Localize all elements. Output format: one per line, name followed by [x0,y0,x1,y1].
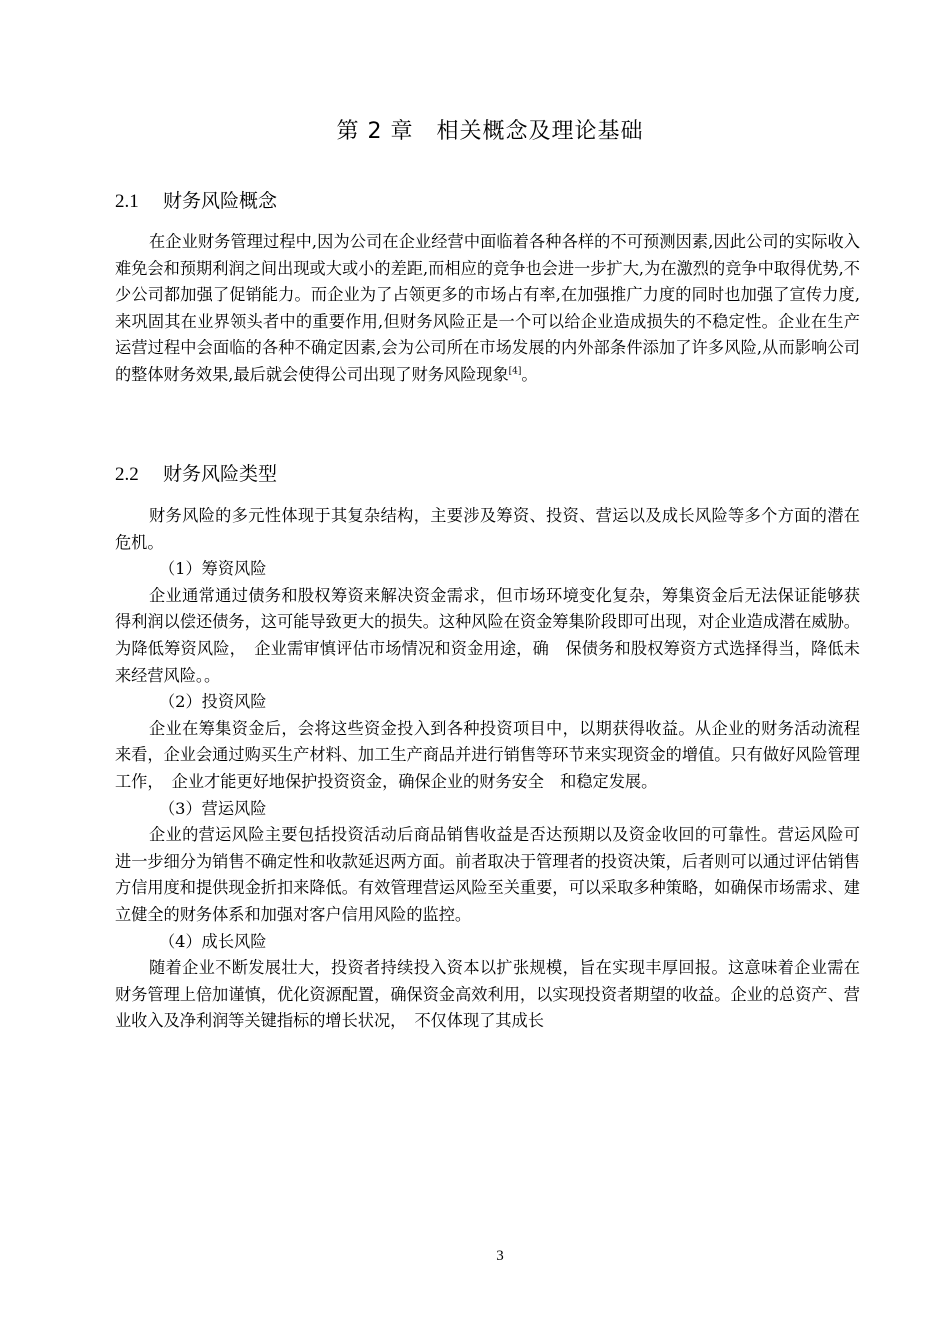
section-heading-2-1 [115,187,277,216]
section-number: 2.1 [115,191,139,212]
paragraph-growth-risk: 随着企业不断发展壮大，投资者持续投入资本以扩张规模，旨在实现丰厚回报。这意味着企业需在财务管理上倍加谨慎，优化资源配置，确保资金高效利用，以实现投资者期望的收益。企业的总资产、营业收入及净利润等关键指标的增长状况， 不仅体现了其成长 [115,958,860,1031]
section-heading-2-2 [115,460,277,489]
section-title: 财务风险类型 [163,463,278,485]
citation-marker: [4] [508,366,522,377]
paragraph-intro: 财务风险的多元性体现于其复杂结构，主要涉及筹资、投资、营运以及成长风险等多个方面的潜在危机。 [115,506,860,552]
section-title: 财务风险概念 [163,190,278,212]
section-2-1-body [115,229,860,389]
section-2-2-body [115,503,860,1035]
paragraph-financing-risk: 企业通常通过债务和股权筹资来解决资金需求，但市场环境变化复杂，筹集资金后无法保证能够获得利润以偿还债务，这可能导致更大的损失。这种风险在资金筹集阶段即可出现，对企业造成潜在威胁。为降低筹资风险， 企业需审慎评估市场情况和资金用途，确 保债务和股权筹资方式选择得当，降低未来经营风险。。 [115,585,860,685]
section-number: 2.2 [115,464,139,485]
chapter-title: 第 2 章 相关概念及理论基础 [336,119,644,144]
subheading-investment-risk: （2）投资风险 [159,692,267,712]
page-number: 3 [496,1248,504,1264]
paragraph: 在企业财务管理过程中,因为公司在企业经营中面临着各种各样的不可预测因素,因此公司的实际收入难免会和预期利润之间出现或大或小的差距,而相应的竞争也会进一步扩大,为在激烈的竞争中取得优势,不少公司都加强了促销能力。而企业为了占领更多的市场占有率,在加强推广力度的同时也加强了宣传力度,来巩固其在业界领头者中的重要作用,但财务风险正是一个可以给企业造成损失的不稳定性。企业在生产运营过程中会面临的各种不确定因素,会为公司所在市场发展的内外部条件添加了许多风险,从而影响公司的整体财务效果,最后就会使得公司出现了财务风险现象[4]。 [115,232,860,384]
subheading-growth-risk: （4）成长风险 [159,931,267,951]
subheading-financing-risk: （1）筹资风险 [159,559,267,579]
paragraph-investment-risk: 企业在筹集资金后，会将这些资金投入到各种投资项目中，以期获得收益。从企业的财务活动流程来看，企业会通过购买生产材料、加工生产商品并进行销售等环节来实现资金的增值。只有做好风险管理工作， 企业才能更好地保护投资资金，确保企业的财务安全 和稳定发展。 [115,718,860,791]
paragraph-operating-risk: 企业的营运风险主要包括投资活动后商品销售收益是否达预期以及资金收回的可靠性。营运风险可进一步细分为销售不确定性和收款延迟两方面。前者取决于管理者的投资决策，后者则可以通过评估销售方信用度和提供现金折扣来降低。有效管理营运风险至关重要，可以采取多种策略，如确保市场需求、建立健全的财务体系和加强对客户信用风险的监控。 [115,825,860,924]
subheading-operating-risk: （3）营运风险 [159,798,267,818]
